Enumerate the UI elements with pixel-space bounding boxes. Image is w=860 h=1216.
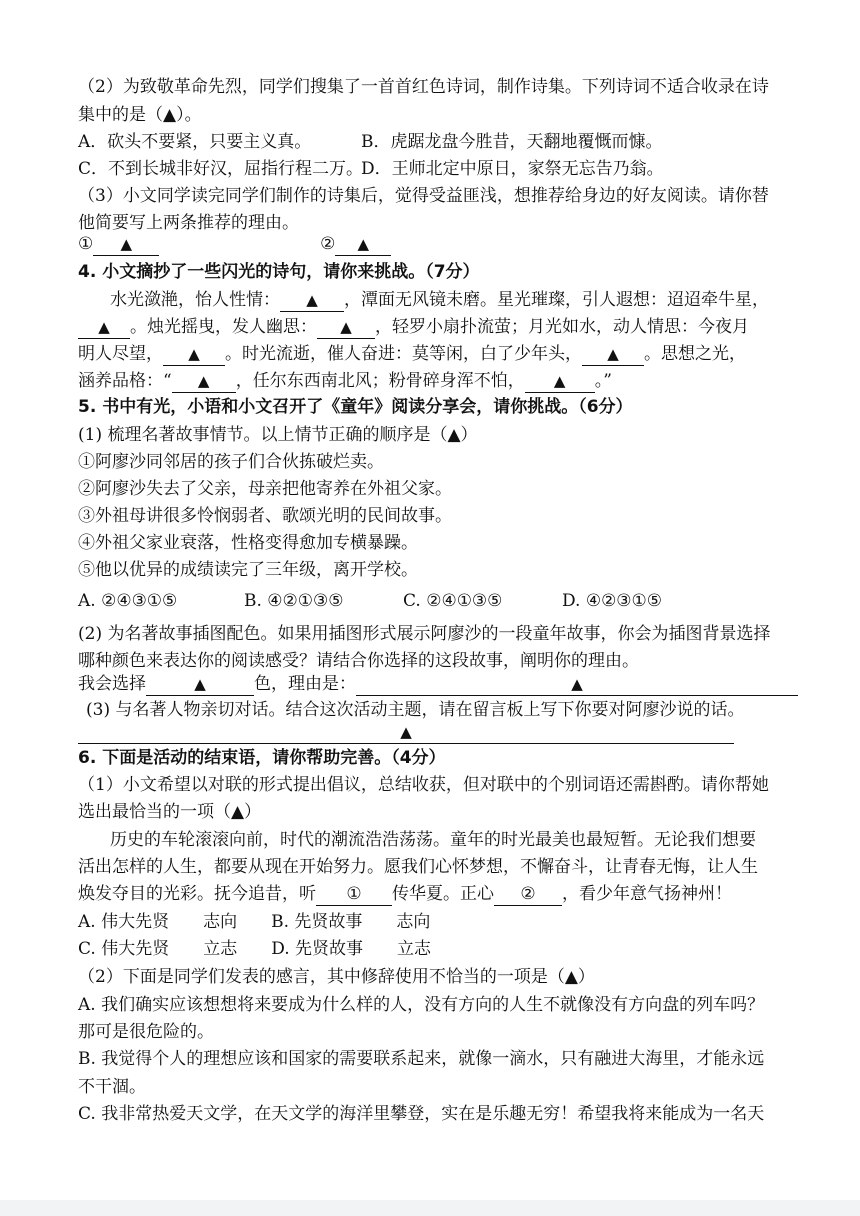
q4-text: ，轻罗小扇扑流萤；月光如水，动人情思：今夜月 (375, 317, 749, 337)
q6-text: 焕发夺目的光彩。抚今追昔，听 (78, 884, 316, 904)
q3-2-option-b: B．虎踞龙盘今胜昔，天翻地覆慨而慷。 (361, 132, 663, 152)
q6-2-option-b-line1: B. 我觉得个人的理想应该和国家的需要联系起来，就像一滴水，只有融进大海里，才能永远 (78, 1049, 765, 1069)
circle-1: ① (346, 884, 362, 904)
q5-3-stem: (3) 与名著人物亲切对话。结合这次活动主题，请在留言板上写下你要对阿廖沙说的话。 (86, 700, 745, 720)
reason-blank[interactable] (356, 673, 798, 696)
triangle-marker-icon: ▲ (607, 345, 619, 363)
couplet-blank-1[interactable] (316, 883, 392, 906)
message-blank[interactable] (78, 721, 734, 744)
q6-2-stem: （2）下面是同学们发表的感言，其中修辞使用不恰当的一项是（▲） (78, 967, 595, 987)
poem-blank-5[interactable] (582, 343, 644, 366)
q5-event-2: ②阿廖沙失去了父亲，母亲把他寄养在外祖父家。 (78, 479, 452, 499)
triangle-marker-icon: ▲ (98, 318, 110, 336)
triangle-marker-icon: ▲ (197, 372, 210, 390)
q5-title: 5. 书中有光，小语和小文召开了《童年》阅读分享会，请你挑战。（6分） (78, 397, 633, 417)
poem-blank-6[interactable] (172, 370, 236, 393)
answer-blank-2[interactable] (335, 233, 391, 256)
q6-title: 6. 下面是活动的结束语，请你帮助完善。（4分） (78, 748, 446, 768)
q6-1-stem-line2: 选出最恰当的一项（▲） (78, 802, 262, 822)
q4-para-line1 (110, 289, 769, 312)
q6-2-option-c-line1: C. 我非常热爱天文学，在天文学的海洋里攀登，实在是乐趣无穷！希望我将来能成为一名天 (78, 1104, 765, 1124)
q6-1-options-cd: C. 伟大先贤 立志 D. 先贤故事 立志 (78, 939, 432, 959)
q4-text: 涵养品格：“ (78, 371, 172, 391)
q4-text: 明人尽望， (78, 344, 163, 364)
poem-blank-2[interactable] (78, 316, 130, 339)
triangle-marker-icon: ▲ (400, 723, 412, 741)
q6-2-option-b-line2: 不干涸。 (78, 1077, 146, 1097)
q4-text: ，潭面无风镜未磨。星光璀璨，引人遐想：迢迢牵牛星， (344, 290, 769, 310)
q6-2-option-a-line2: 那可是很危险的。 (78, 1022, 214, 1042)
q4-text: 水光潋滟，怡人性情： (110, 290, 280, 310)
q5-event-5: ⑤他以优异的成绩读完了三年级，离开学校。 (78, 560, 418, 580)
poem-blank-1[interactable] (280, 289, 344, 312)
q3-3-answer-blanks (78, 233, 391, 256)
q5-option-b: B. ④②①③⑤ (244, 591, 344, 611)
answer-blank-1[interactable] (93, 233, 159, 256)
triangle-marker-icon: ▲ (571, 675, 583, 693)
triangle-marker-icon: ▲ (553, 372, 566, 390)
q4-para-line3 (78, 343, 746, 366)
q6-para-line2: 活出怎样的人生，都要从现在开始努力。愿我们心怀梦想，不懈奋斗，让青春无悔，让人生 (78, 857, 758, 877)
triangle-marker-icon: ▲ (194, 675, 206, 693)
q6-para-line1: 历史的车轮滚滚向前，时代的潮流浩浩荡荡。童年的时光最美也最短暂。无论我们想要 (110, 830, 756, 850)
q5-event-3: ③外祖母讲很多怜悯弱者、歌颂光明的民间故事。 (78, 506, 452, 526)
q6-para-line3 (78, 883, 732, 906)
poem-blank-4[interactable] (163, 343, 225, 366)
q3-2-option-c: C．不到长城非好汉，屈指行程二万。 (78, 159, 364, 179)
q4-title: 4. 小文摘抄了一些闪光的诗句，请你来挑战。（7分） (78, 262, 480, 282)
q6-2-option-a-line1: A. 我们确实应该想想将来要成为什么样的人，没有方向的人生不就像没有方向盘的列车吗？ (78, 995, 765, 1015)
q5-option-a: A. ②④③①⑤ (78, 591, 178, 611)
q6-text: ，看少年意气扬神州！ (562, 884, 732, 904)
q4-para-line4 (78, 370, 612, 393)
circle-2: ② (520, 884, 536, 904)
q4-text: 。烛光摇曳，发人幽思： (130, 317, 317, 337)
circle-2: ② (320, 234, 336, 254)
q5-2-answer-line (78, 673, 798, 696)
q5-2-prefix: 我会选择 (78, 674, 146, 694)
q6-1-stem-line1: （1）小文希望以对联的形式提出倡议，总结收获，但对联中的个别词语还需斟酌。请你帮她 (78, 775, 769, 795)
q4-text: 。时光流逝，催人奋进：莫等闲，白了少年头， (225, 344, 582, 364)
triangle-marker-icon: ▲ (120, 235, 133, 253)
q5-event-1: ①阿廖沙同邻居的孩子们合伙拣破烂卖。 (78, 452, 384, 472)
q3-2-option-a: A．砍头不要紧，只要主义真。 (78, 132, 312, 152)
triangle-marker-icon: ▲ (340, 318, 352, 336)
color-blank[interactable] (146, 673, 254, 696)
q5-event-4: ④外祖父家业衰落，性格变得愈加专横暴躁。 (78, 533, 418, 553)
q5-option-c: C. ②④①③⑤ (403, 591, 503, 611)
q5-option-d: D. ④②③①⑤ (562, 591, 663, 611)
triangle-marker-icon: ▲ (306, 291, 318, 309)
q4-text: 。思想之光， (644, 344, 746, 364)
circle-1: ① (78, 234, 94, 254)
q4-text: ，任尔东西南北风；粉骨碎身浑不怕， (235, 371, 525, 391)
page-bottom-band (0, 1200, 860, 1216)
q3-2-stem-line2: 集中的是（▲）。 (78, 105, 202, 125)
q5-2-stem-line1: (2) 为名著故事插图配色。如果用插图形式展示阿廖沙的一段童年故事，你会为插图背景选择 (78, 624, 771, 644)
q4-para-line2 (78, 316, 749, 339)
q6-text: 传华夏。正心 (392, 884, 494, 904)
q3-3-stem-line1: （3）小文同学读完同学们制作的诗集后，觉得受益匪浅，想推荐给身边的好友阅读。请你替 (78, 186, 769, 206)
q5-2-stem-line2: 哪种颜色来表达你的阅读感受？请结合你选择的这段故事，阐明你的理由。 (78, 651, 639, 671)
q3-2-option-d: D．王师北定中原日，家祭无忘告乃翁。 (361, 159, 664, 179)
poem-blank-7[interactable] (525, 370, 595, 393)
q3-2-stem-line1: （2）为致敬革命先烈，同学们搜集了一首首红色诗词，制作诗集。下列诗词不适合收录在诗 (78, 77, 769, 97)
couplet-blank-2[interactable] (494, 883, 562, 906)
q4-text: 。” (594, 371, 612, 391)
triangle-marker-icon: ▲ (188, 345, 200, 363)
q6-1-options-ab: A. 伟大先贤 志向 B. 先贤故事 志向 (78, 912, 431, 932)
q5-1-stem: (1) 梳理名著故事情节。以上情节正确的顺序是（▲） (78, 425, 478, 445)
poem-blank-3[interactable] (317, 316, 375, 339)
q5-3-answer-line (78, 721, 734, 744)
triangle-marker-icon: ▲ (357, 235, 370, 253)
q5-2-mid: 色，理由是： (254, 674, 356, 694)
q3-3-stem-line2: 他简要写上两条推荐的理由。 (78, 213, 299, 233)
